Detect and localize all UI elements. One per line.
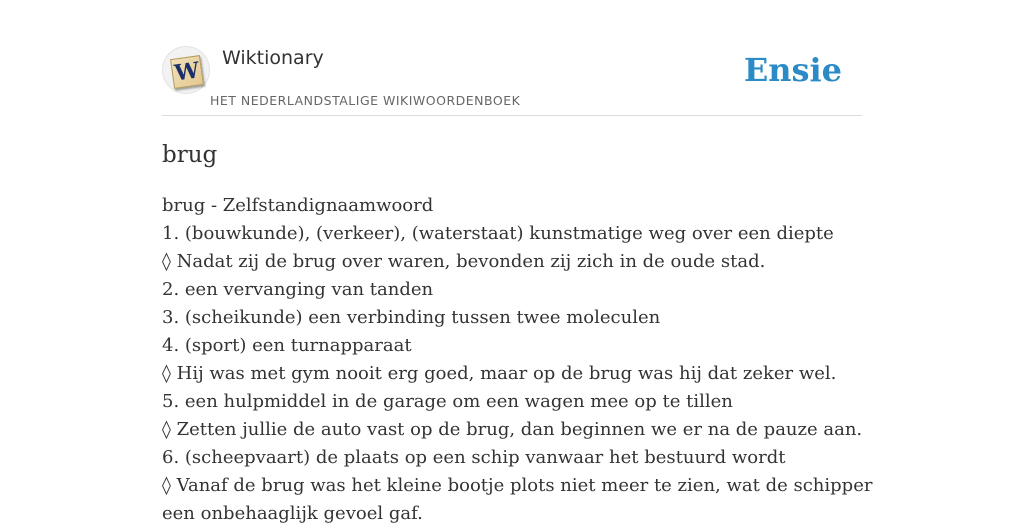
- logo-letter: W: [172, 57, 202, 87]
- definition-line: 3. (scheikunde) een verbinding tussen twee moleculen: [162, 307, 661, 328]
- site-tagline: HET NEDERLANDSTALIGE WIKIWOORDENBOEK: [210, 93, 521, 108]
- example-line: een onbehaaglijk gevoel gaf.: [162, 503, 423, 524]
- definition-line: brug - Zelfstandignaamwoord: [162, 195, 434, 216]
- content-container: [162, 0, 873, 524]
- site-name[interactable]: Wiktionary: [222, 47, 324, 69]
- definition-line: 6. (scheepvaart) de plaats op een schip vanwaar het bestuurd wordt: [162, 447, 786, 468]
- example-line: ◊ Vanaf de brug was het kleine bootje plots niet meer te zien, wat de schipper: [162, 475, 873, 496]
- logo-tile: [170, 55, 204, 89]
- example-line: ◊ Zetten jullie de auto vast op de brug, dan beginnen we er na de pauze aan.: [162, 419, 863, 440]
- wiktionary-logo-icon[interactable]: [162, 46, 210, 94]
- definition-body: [162, 192, 873, 528]
- definition-line: 1. (bouwkunde), (verkeer), (waterstaat) kunstmatige weg over een diepte: [162, 223, 834, 244]
- example-line: ◊ Nadat zij de brug over waren, bevonden zij zich in de oude stad.: [162, 251, 766, 272]
- definition-line: 5. een hulpmiddel in de garage om een wagen mee op te tillen: [162, 391, 733, 412]
- page-title: brug: [162, 142, 218, 168]
- ensie-brand-link[interactable]: Ensie: [743, 51, 842, 89]
- definition-line: 2. een vervanging van tanden: [162, 279, 434, 300]
- definition-line: 4. (sport) een turnapparaat: [162, 335, 412, 356]
- site-header: [162, 0, 862, 116]
- example-line: ◊ Hij was met gym nooit erg goed, maar op de brug was hij dat zeker wel.: [162, 363, 837, 384]
